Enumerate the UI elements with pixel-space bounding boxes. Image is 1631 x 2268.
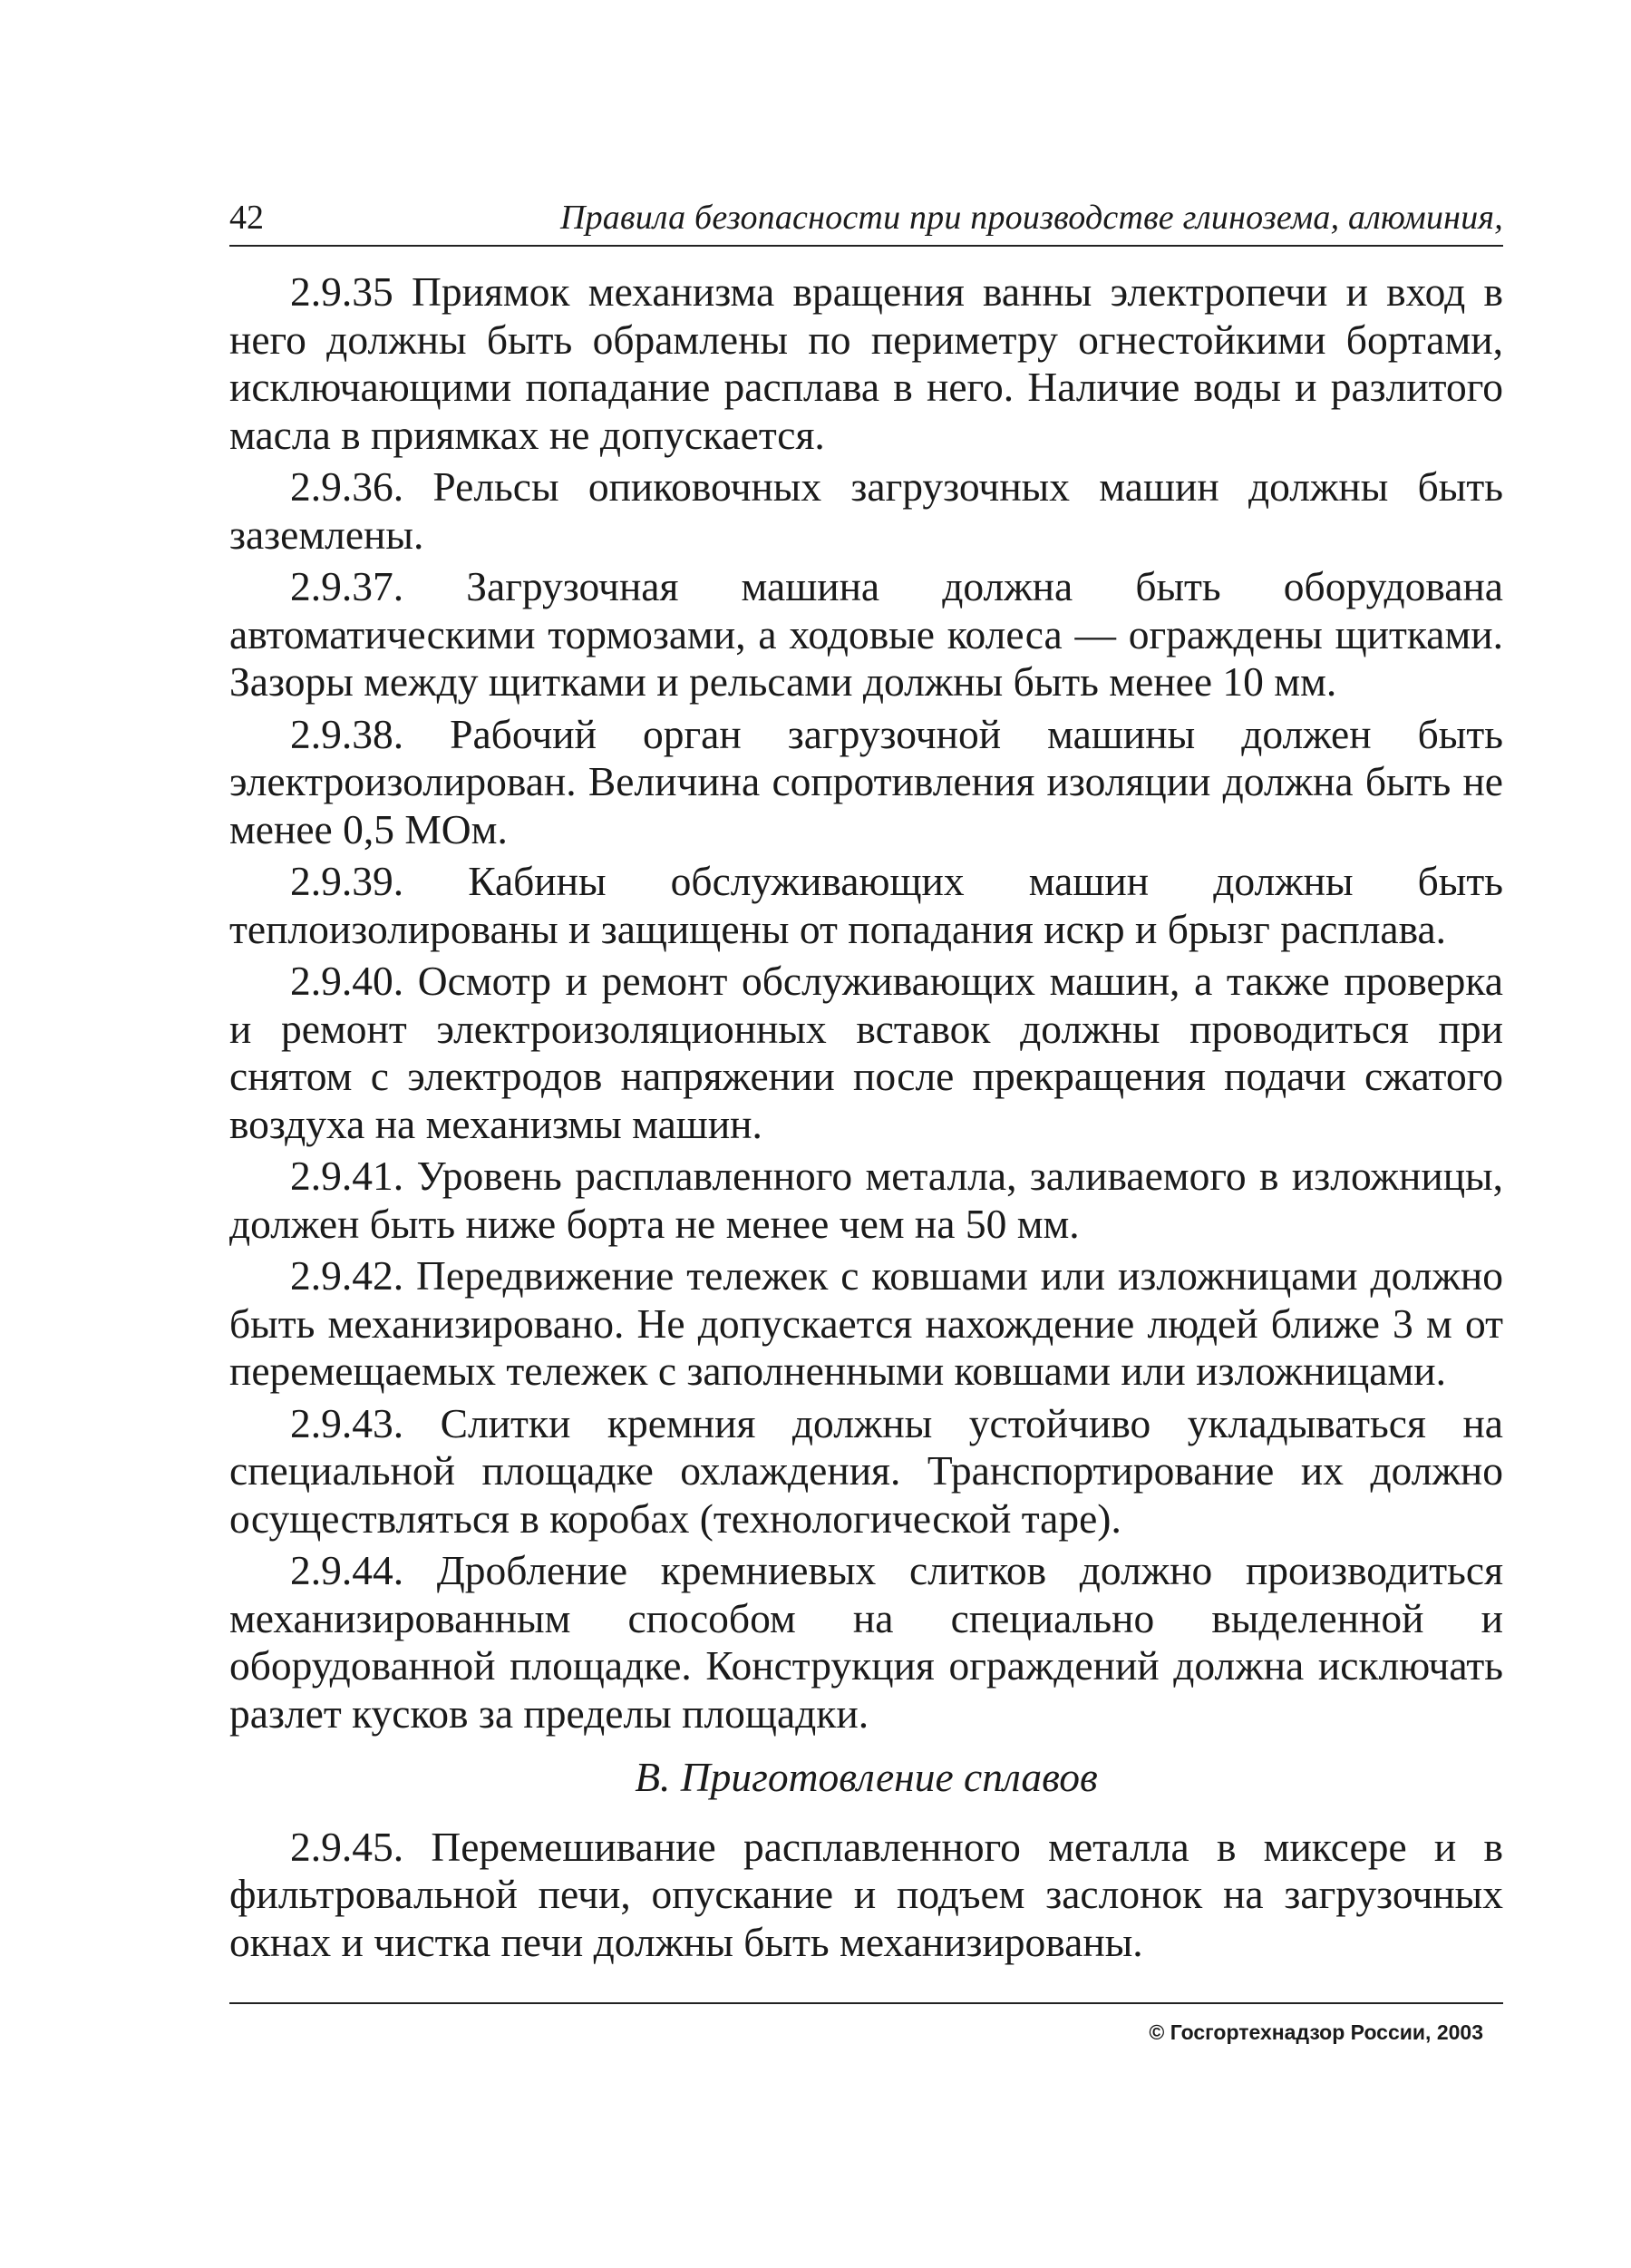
paragraph: 2.9.43. Слитки кремния должны устойчиво укладываться на специальной площадке охлаждения. Транспортирование их должно осуществляться в коробах (технологической таре). <box>229 1399 1503 1542</box>
page-number: 42 <box>229 199 264 237</box>
paragraph: 2.9.41. Уровень расплавленного металла, заливаемого в изложницы, должен быть ниже борта не менее чем на 50 мм. <box>229 1153 1503 1247</box>
document-page <box>229 181 1503 2044</box>
paragraph: 2.9.40. Осмотр и ремонт обслуживающих машин, а также проверка и ремонт электроизоляционных вставок должны проводиться при снятом с электродов напряжении после прекращения подачи сжатого воздуха на механизмы машин. <box>229 958 1503 1147</box>
copyright-notice: © Госгортехнадзор России, 2003 <box>1149 2020 1483 2044</box>
page-footer <box>229 2002 1503 2045</box>
paragraph: 2.9.38. Рабочий орган загрузочной машины должен быть электроизолирован. Величина сопротивления изоляции должна быть не менее 0,5 МОм. <box>229 710 1503 852</box>
paragraph: 2.9.39. Кабины обслуживающих машин должны быть теплоизолированы и защищены от попадания искр и брызг расплава. <box>229 858 1503 952</box>
paragraph: 2.9.37. Загрузочная машина должна быть оборудована автоматическими тормозами, а ходовые колеса — ограждены щитками. Зазоры между щитками и рельсами должны быть менее 10 мм. <box>229 563 1503 705</box>
paragraph: 2.9.36. Рельсы опиковочных загрузочных машин должны быть заземлены. <box>229 463 1503 558</box>
body-text <box>229 268 1503 1966</box>
header-rule <box>229 245 1503 247</box>
page-header <box>229 181 1503 250</box>
paragraph: 2.9.35 Приямок механизма вращения ванны электропечи и вход в него должны быть обрамлены по периметру огнестойкими бортами, исключающими попадание расплава в него. Наличие воды и разлитого масла в приямках не допускается. <box>229 268 1503 458</box>
section-heading: В. Приготовление сплавов <box>635 1754 1098 1800</box>
paragraph: 2.9.44. Дробление кремниевых слитков должно производиться механизированным способом на специально выделенной и оборудованной площадке. Конструкция ограждений должна исключать разлет кусков за пределы площадки. <box>229 1547 1503 1737</box>
paragraph: 2.9.42. Передвижение тележек с ковшами или изложницами должно быть механизировано. Не допускается нахождение людей ближе 3 м от перемещаемых тележек с заполненными ковшами или изложницами. <box>229 1252 1503 1394</box>
paragraph: 2.9.45. Перемешивание расплавленного металла в миксере и в фильтровальной печи, опускание и подъем заслонок на загрузочных окнах и чистка печи должны быть механизированы. <box>229 1823 1503 1965</box>
footer-rule <box>229 2002 1503 2004</box>
running-title: Правила безопасности при производстве глинозема, алюминия, <box>559 199 1503 237</box>
